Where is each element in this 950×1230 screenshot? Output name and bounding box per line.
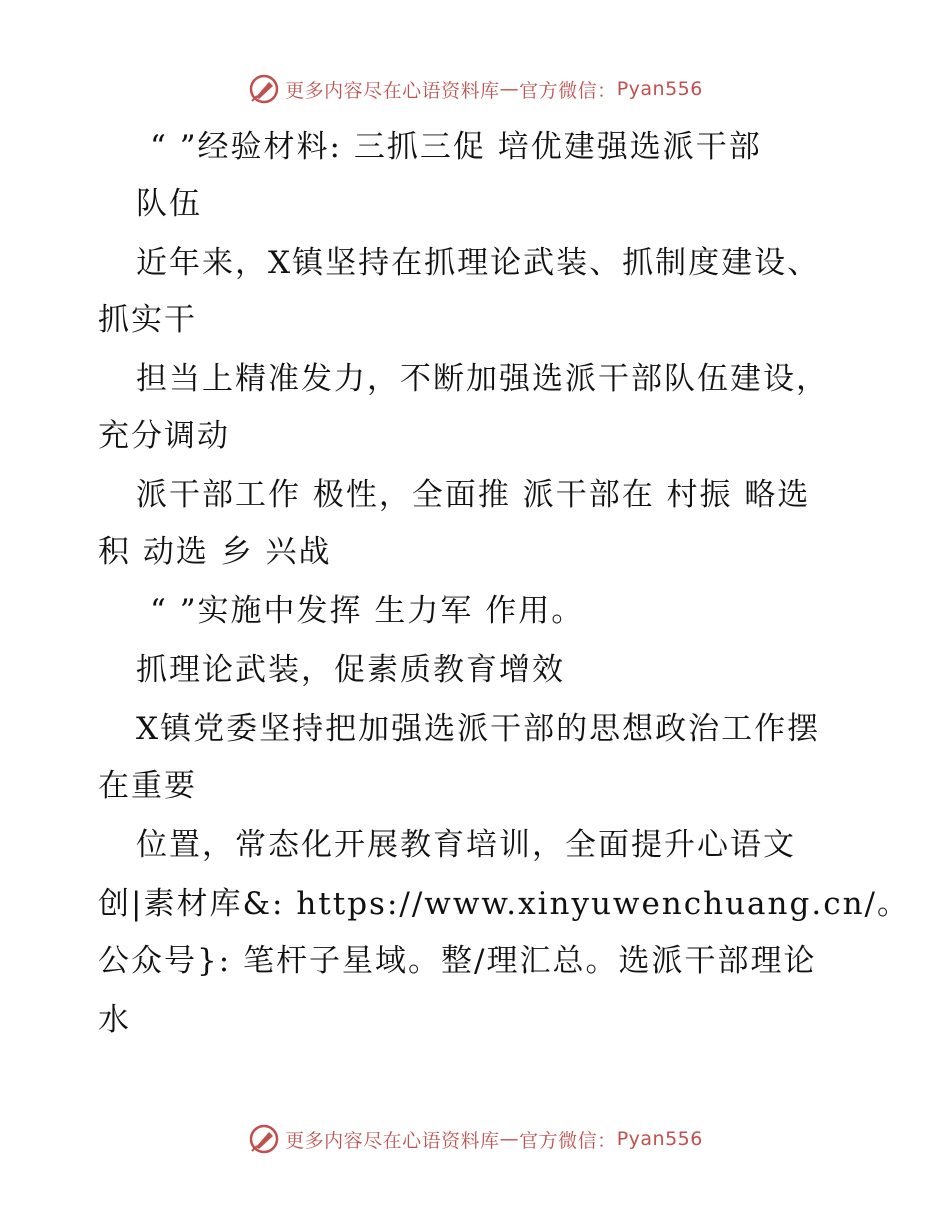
watermark-banner-bottom — [0, 1122, 950, 1156]
pen-nib-logo-icon — [247, 72, 281, 106]
pen-nib-logo-icon — [247, 1122, 281, 1156]
watermark-wechat-label: 官方微信： — [519, 1129, 617, 1152]
doc-line: 充分调动 — [98, 418, 230, 454]
doc-line: 派干部工作 极性，全面推 派干部在 村振 略选 — [136, 477, 811, 513]
doc-line: “ ”实施中发挥 生力军 作用。 — [150, 593, 585, 629]
doc-line: 在重要 — [98, 768, 197, 804]
watermark-wechat-id: Pyan556 — [616, 1128, 703, 1150]
doc-line: X镇党委坚持把加强选派干部的思想政治工作摆 — [136, 711, 821, 747]
doc-line: 积 动选 乡 兴战 — [98, 534, 332, 570]
watermark-banner-top — [0, 72, 950, 106]
doc-line: “ ”经验材料: 三抓三促 培优建强选派干部 — [150, 129, 762, 165]
doc-line: 抓理论武装，促素质教育增效 — [136, 652, 565, 688]
watermark-wechat-label: 官方微信： — [519, 79, 617, 102]
doc-line: 位置，常态化开展教育培训，全面提升心语文 — [136, 827, 796, 863]
doc-line: 近年来，X镇坚持在抓理论武装、抓制度建设、 — [136, 245, 821, 281]
doc-line: 创|素材库&: https://www.xinyuwenchuang.cn/。 — [98, 886, 910, 922]
doc-line: 担当上精准发力，不断加强选派干部队伍建设， — [136, 361, 829, 397]
watermark-dash: — — [499, 1128, 520, 1150]
doc-line: 公众号}: 笔杆子星域。整/理汇总。选派干部理论 — [98, 943, 817, 979]
watermark-text: 更多内容尽在心语资料库 — [285, 79, 500, 102]
doc-line: 队伍 — [136, 186, 202, 222]
watermark-wechat-id: Pyan556 — [616, 78, 703, 100]
watermark-dash: — — [499, 78, 520, 100]
doc-line: 抓实干 — [98, 302, 197, 338]
doc-line: 水 — [98, 1002, 131, 1038]
watermark-text: 更多内容尽在心语资料库 — [285, 1129, 500, 1152]
